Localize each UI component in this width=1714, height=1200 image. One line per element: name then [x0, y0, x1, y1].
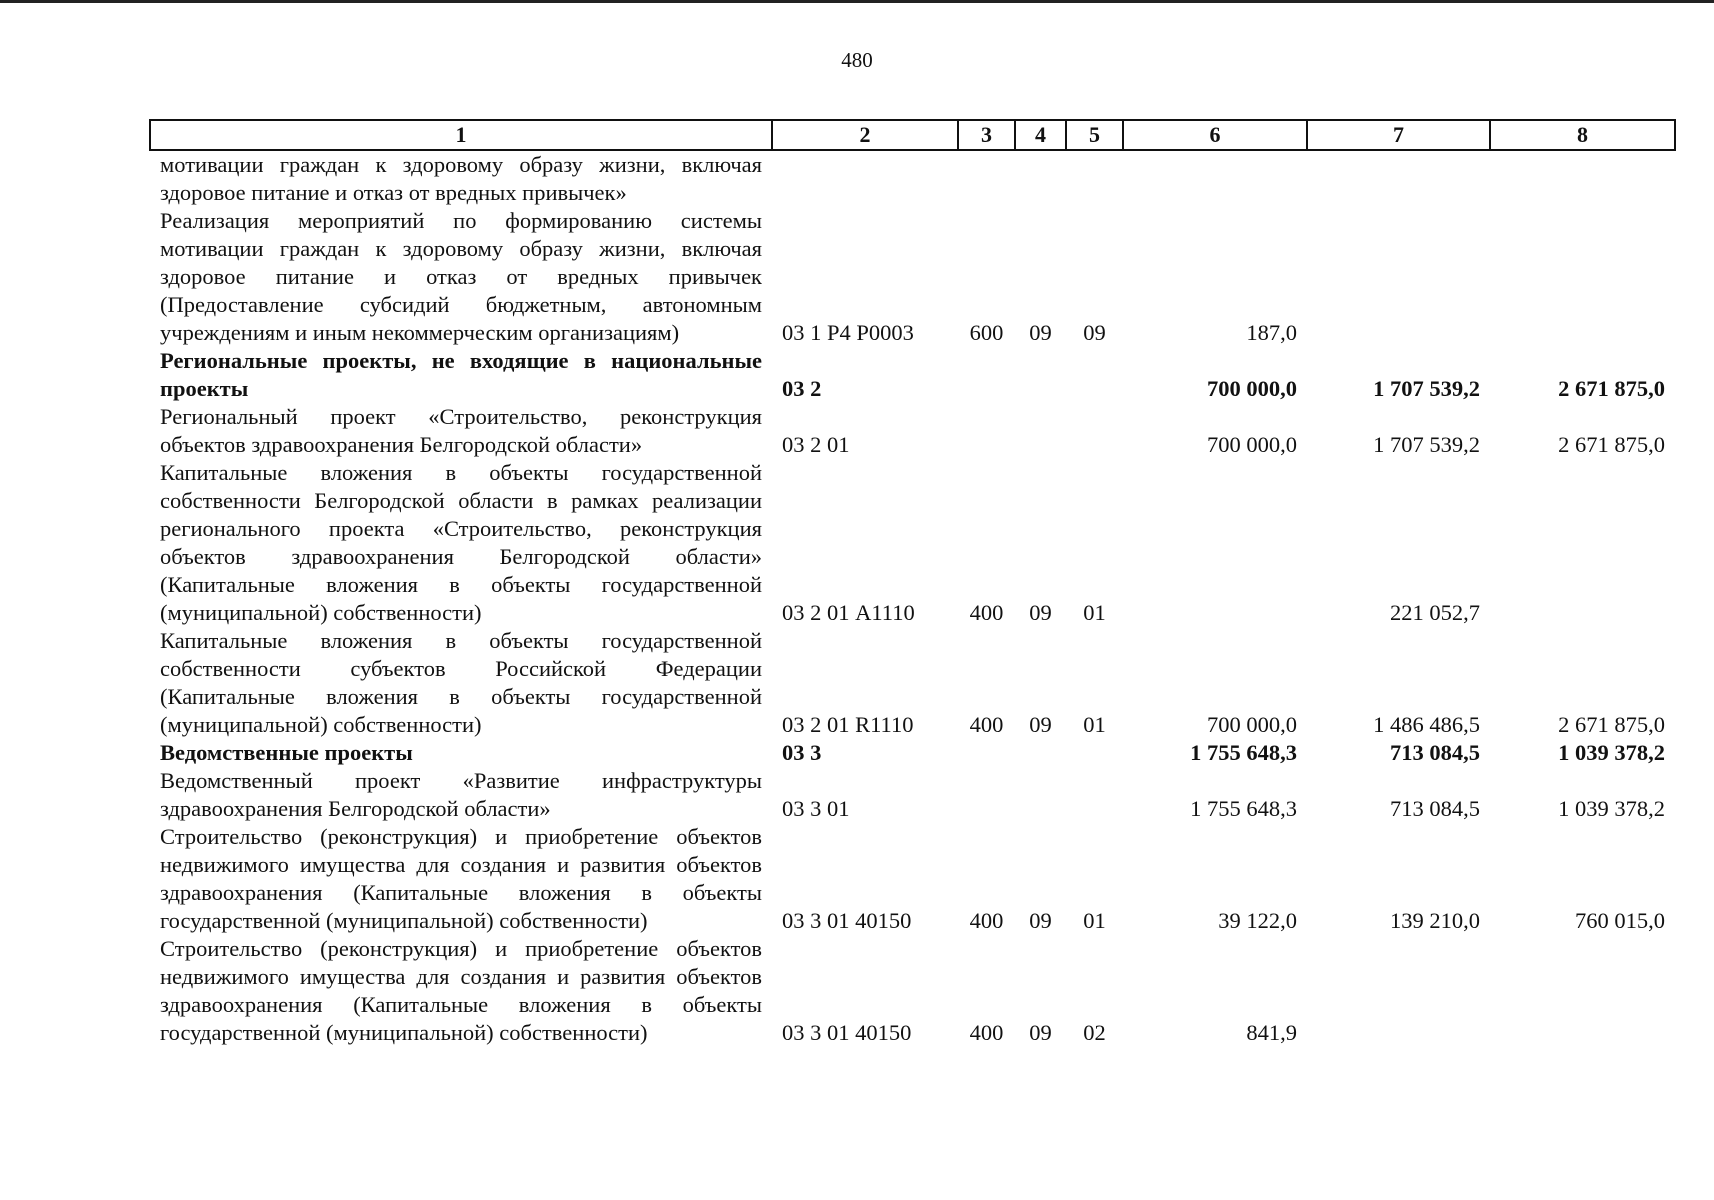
column-header: 5 — [1066, 120, 1123, 150]
table-row — [150, 207, 1675, 347]
row-code: 03 3 01 — [782, 796, 850, 821]
row-value-8 — [1490, 935, 1675, 1047]
row-section — [1015, 150, 1066, 207]
row-type — [958, 150, 1015, 207]
row-code: 03 3 — [782, 740, 822, 765]
row-value-6 — [1123, 150, 1307, 207]
row-name: Региональный проект «Строительство, реконструкция объектов здравоохранения Белгородской области» — [160, 404, 762, 457]
row-name: мотивации граждан к здоровому образу жизни, включая здоровое питание и отказ от вредных привычек» — [160, 152, 762, 205]
table-row-section-total — [150, 739, 1675, 767]
column-header: 4 — [1015, 120, 1066, 150]
row-value-8: 1 039 378,2 — [1558, 796, 1665, 821]
row-section: 09 — [1029, 712, 1052, 737]
row-value-7: 221 052,7 — [1390, 600, 1480, 625]
row-value-6: 1 755 648,3 — [1190, 796, 1297, 821]
table-row — [150, 935, 1675, 1047]
row-type — [958, 403, 1015, 459]
row-code: 03 2 01 — [782, 432, 850, 457]
row-type — [958, 739, 1015, 767]
row-value-8 — [1490, 150, 1675, 207]
row-name: Строительство (реконструкция) и приобретение объектов недвижимого имущества для создания и развития объектов здравоохранения (Капитальные вложения в объекты государственной (муниципальной) собственности) — [160, 824, 762, 933]
row-subsection: 01 — [1083, 712, 1106, 737]
page-top-rule — [0, 0, 1714, 3]
row-value-8 — [1490, 207, 1675, 347]
row-type — [958, 347, 1015, 403]
table-row — [150, 627, 1675, 739]
column-header: 3 — [958, 120, 1015, 150]
row-name: Ведомственный проект «Развитие инфраструктуры здравоохранения Белгородской области» — [160, 768, 762, 821]
row-name: Региональные проекты, не входящие в национальные проекты — [160, 348, 762, 401]
row-name: Ведомственные проекты — [160, 740, 413, 765]
row-value-6: 700 000,0 — [1207, 712, 1297, 737]
row-value-6: 700 000,0 — [1207, 376, 1297, 401]
row-section — [1015, 347, 1066, 403]
row-value-7 — [1307, 207, 1490, 347]
row-subsection — [1066, 739, 1123, 767]
row-value-6: 841,9 — [1246, 1020, 1297, 1045]
row-type: 400 — [969, 908, 1004, 933]
row-section: 09 — [1029, 320, 1052, 345]
row-code: 03 1 Р4 Р0003 — [782, 320, 914, 345]
row-code: 03 3 01 40150 — [782, 1020, 912, 1045]
row-type — [958, 767, 1015, 823]
row-section — [1015, 767, 1066, 823]
row-value-6: 1 755 648,3 — [1190, 740, 1297, 765]
row-name: Капитальные вложения в объекты государственной собственности Белгородской области в рамках реализации регионального проекта «Строительство, реконструкция объектов здравоохранения Белгородской области» (Капитальные вложения в объекты государственной (муниципальной) собственности) — [160, 460, 762, 625]
row-value-7: 1 707 539,2 — [1373, 432, 1480, 457]
row-code — [772, 150, 958, 207]
row-value-7: 713 084,5 — [1390, 740, 1480, 765]
row-value-7: 139 210,0 — [1390, 908, 1480, 933]
row-value-8: 1 039 378,2 — [1558, 740, 1665, 765]
row-subsection — [1066, 150, 1123, 207]
row-value-7 — [1307, 150, 1490, 207]
row-value-8: 2 671 875,0 — [1558, 376, 1665, 401]
row-code: 03 3 01 40150 — [782, 908, 912, 933]
column-header: 8 — [1490, 120, 1675, 150]
column-header: 6 — [1123, 120, 1307, 150]
row-subsection — [1066, 347, 1123, 403]
row-value-6: 700 000,0 — [1207, 432, 1297, 457]
row-subsection: 02 — [1083, 1020, 1106, 1045]
row-subsection — [1066, 767, 1123, 823]
row-type: 400 — [969, 712, 1004, 737]
column-header: 7 — [1307, 120, 1490, 150]
row-name: Реализация мероприятий по формированию системы мотивации граждан к здоровому образу жизни, включая здоровое питание и отказ от вредных привычек (Предоставление субсидий бюджетным, автономным учреждениям и иным некоммерческим организациям) — [160, 208, 762, 345]
row-value-8: 2 671 875,0 — [1558, 712, 1665, 737]
row-value-8 — [1490, 459, 1675, 627]
row-section — [1015, 403, 1066, 459]
table-row — [150, 150, 1675, 207]
table-row — [150, 767, 1675, 823]
table-row — [150, 459, 1675, 627]
table-row-section-total — [150, 347, 1675, 403]
page-number: 480 — [841, 48, 873, 72]
row-value-7 — [1307, 935, 1490, 1047]
row-subsection: 09 — [1083, 320, 1106, 345]
row-code: 03 2 01 R1110 — [782, 712, 914, 737]
row-type: 600 — [969, 320, 1004, 345]
row-value-6: 187,0 — [1246, 320, 1297, 345]
row-section — [1015, 739, 1066, 767]
row-subsection: 01 — [1083, 908, 1106, 933]
row-value-6 — [1123, 459, 1307, 627]
row-value-7: 1 707 539,2 — [1373, 376, 1480, 401]
row-value-8: 2 671 875,0 — [1558, 432, 1665, 457]
table-row — [150, 403, 1675, 459]
row-section: 09 — [1029, 1020, 1052, 1045]
row-name: Строительство (реконструкция) и приобретение объектов недвижимого имущества для создания и развития объектов здравоохранения (Капитальные вложения в объекты государственной (муниципальной) собственности) — [160, 936, 762, 1045]
row-subsection — [1066, 403, 1123, 459]
column-header: 2 — [772, 120, 958, 150]
table-row — [150, 823, 1675, 935]
row-code: 03 2 01 А1110 — [782, 600, 915, 625]
row-section: 09 — [1029, 908, 1052, 933]
row-value-7: 1 486 486,5 — [1373, 712, 1480, 737]
budget-table — [149, 119, 1676, 1047]
row-code: 03 2 — [782, 376, 822, 401]
column-header: 1 — [150, 120, 772, 150]
row-type: 400 — [969, 1020, 1004, 1045]
table-header-row — [150, 120, 1675, 150]
row-value-6: 39 122,0 — [1218, 908, 1297, 933]
row-value-7: 713 084,5 — [1390, 796, 1480, 821]
row-name: Капитальные вложения в объекты государственной собственности субъектов Российской Федерации (Капитальные вложения в объекты государственной (муниципальной) собственности) — [160, 628, 762, 737]
row-value-8: 760 015,0 — [1575, 908, 1665, 933]
row-section: 09 — [1029, 600, 1052, 625]
row-type: 400 — [969, 600, 1004, 625]
row-subsection: 01 — [1083, 600, 1106, 625]
